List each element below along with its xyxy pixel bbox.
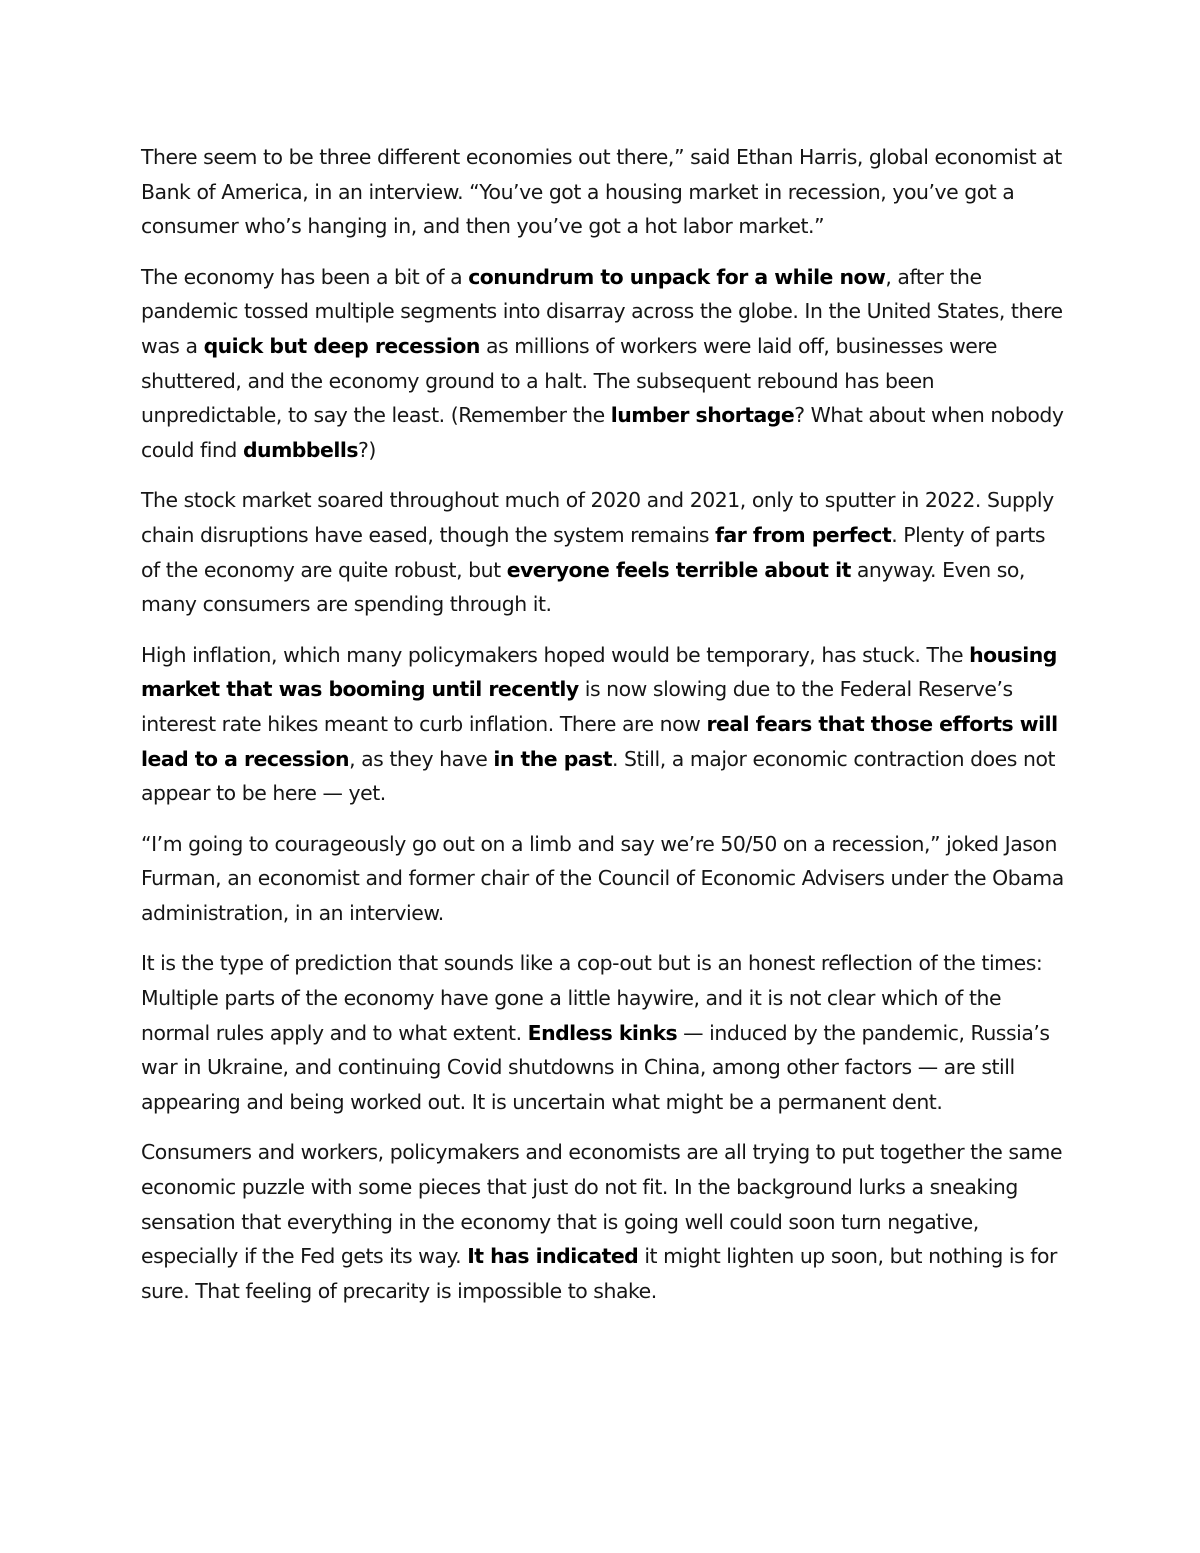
paragraph-4 <box>141 638 1066 811</box>
body-text: . Still, a major economic contraction does not appear to be here — yet. <box>141 746 1056 806</box>
bold-link-text[interactable]: lumber shortage <box>610 403 795 428</box>
body-text: “I’m going to courageously go out on a limb and say we’re 50/50 on a recession,” joked Jason Furman, an economist and former chair of the Council of Economic Advisers under the Obama administration, in an interview. <box>141 831 1064 925</box>
bold-link-text[interactable]: conundrum to unpack for a while now <box>468 264 886 289</box>
body-text: is now slowing due to the Federal Reserve’s interest rate hikes meant to curb inflation. There are now <box>141 677 1013 736</box>
body-text: anyway. Even so, many consumers are spending through it. <box>141 557 1025 617</box>
paragraph-3 <box>141 483 1066 621</box>
paragraph-2 <box>141 260 1066 468</box>
body-text: as millions of workers were laid off, businesses were shuttered, and the economy ground to a halt. The subsequent rebound has been unpredictable, to say the least. (Remember the <box>141 333 997 428</box>
body-text: Consumers and workers, policymakers and economists are all trying to put together the same economic puzzle with some pieces that just do not fit. In the background lurks a sneaking sensation that everything in the economy that is going well could soon turn negative, especially if the Fed gets its way. <box>141 1140 1063 1269</box>
bold-link-text[interactable]: dumbbells <box>242 437 358 462</box>
body-text: The stock market soared throughout much of 2020 and 2021, only to sputter in 2022. Supply chain disruptions have eased, though the system remains <box>141 488 1054 547</box>
body-text: , after the pandemic tossed multiple segments into disarray across the globe. In the United States, there was a <box>141 264 1063 358</box>
bold-link-text[interactable]: Endless kinks <box>527 1020 678 1045</box>
document-page <box>141 140 1066 1324</box>
bold-link-text[interactable]: housing market that was booming until recently <box>141 642 1057 702</box>
bold-link-text[interactable]: far from perfect <box>715 522 892 547</box>
body-text: — induced by the pandemic, Russia’s war in Ukraine, and continuing Covid shutdowns in China, among other factors — are still appearing and being worked out. It is uncertain what might be a permanent dent. <box>141 1020 1050 1114</box>
paragraph-7 <box>141 1135 1066 1308</box>
bold-link-text[interactable]: quick but deep recession <box>203 333 480 358</box>
bold-link-text[interactable]: It has indicated <box>467 1244 639 1269</box>
paragraph-6 <box>141 946 1066 1119</box>
bold-link-text[interactable]: in the past <box>493 746 612 771</box>
bold-link-text[interactable]: real fears that those efforts will lead to a recession <box>141 711 1058 771</box>
body-text: . Plenty of parts of the economy are quite robust, but <box>141 522 1046 582</box>
paragraph-1 <box>141 140 1066 244</box>
body-text: It is the type of prediction that sounds like a cop-out but is an honest reflection of the times: Multiple parts of the economy have gone a little haywire, and it is not clear which of the normal rules apply and to what extent. <box>141 951 1043 1045</box>
bold-link-text[interactable]: everyone feels terrible about it <box>506 557 851 582</box>
body-text: ? What about when nobody could find <box>141 403 1064 462</box>
body-text: High inflation, which many policymakers hoped would be temporary, has stuck. The <box>141 642 970 667</box>
document-body <box>141 140 1066 1308</box>
body-text: it might lighten up soon, but nothing is for sure. That feeling of precarity is impossible to shake. <box>141 1244 1057 1303</box>
body-text: There seem to be three different economies out there,” said Ethan Harris, global economist at Bank of America, in an interview. “You’ve got a housing market in recession, you’ve got a consumer who’s hanging in, and then you’ve got a hot labor market.” <box>141 145 1062 239</box>
paragraph-5 <box>141 827 1066 931</box>
body-text: The economy has been a bit of a <box>141 264 469 289</box>
body-text: , as they have <box>349 746 494 771</box>
body-text: ?) <box>357 437 376 462</box>
